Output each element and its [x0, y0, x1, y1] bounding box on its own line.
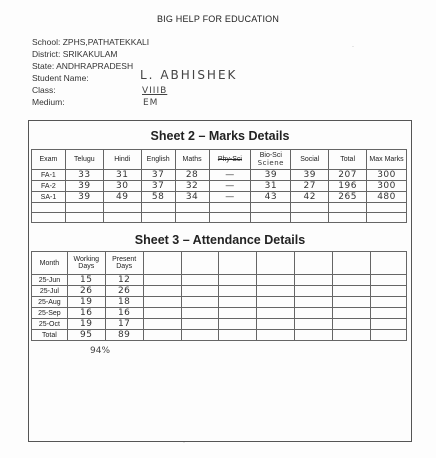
handwritten-medium: EM	[143, 98, 159, 108]
working-days-cell: 26	[67, 286, 105, 297]
table-row	[32, 192, 407, 203]
present-days-total-cell: 89	[105, 330, 143, 341]
working-days-total-cell: 95	[67, 330, 105, 341]
table-row	[32, 297, 407, 308]
mark-cell: 39	[251, 170, 291, 181]
exam-name-cell: SA-1	[32, 192, 66, 203]
handwritten-class: VIIIB	[142, 86, 168, 96]
mark-cell: 32	[175, 181, 209, 192]
present-days-cell: 17	[105, 319, 143, 330]
marks-header-cell: Maths	[175, 150, 209, 170]
marks-header-cell: Hindi	[103, 150, 141, 170]
mark-cell: 58	[141, 192, 175, 203]
month-cell: 25-Jun	[32, 275, 68, 286]
mark-cell: 42	[291, 192, 329, 203]
present-days-cell: 26	[105, 286, 143, 297]
total-cell: 196	[329, 181, 367, 192]
marks-header-cell: Phy-Sci	[209, 150, 251, 170]
month-cell: 25-Oct	[32, 319, 68, 330]
mark-cell: —	[209, 192, 251, 203]
marks-header-row	[32, 150, 407, 170]
marks-header-cell-bio	[251, 150, 291, 170]
table-row	[32, 181, 407, 192]
report-frame	[28, 120, 412, 442]
marks-header-cell: Telugu	[65, 150, 103, 170]
attendance-header-cell: Present Days	[105, 252, 143, 275]
table-row	[32, 275, 407, 286]
marks-header-cell: Social	[291, 150, 329, 170]
month-cell: 25-Jul	[32, 286, 68, 297]
attendance-header-cell: Month	[32, 252, 68, 275]
attendance-header-cell: Working Days	[67, 252, 105, 275]
mark-cell: 39	[65, 192, 103, 203]
mark-cell: 27	[291, 181, 329, 192]
state-line: State: ANDHRAPRADESH	[32, 61, 134, 71]
table-row	[32, 308, 407, 319]
attendance-section-title: Sheet 3 – Attendance Details	[134, 233, 306, 247]
empty-row	[32, 203, 407, 213]
scan-speck: ·	[352, 44, 354, 50]
total-cell: 207	[329, 170, 367, 181]
working-days-cell: 15	[67, 275, 105, 286]
present-days-cell: 16	[105, 308, 143, 319]
marks-header-cell: Max Marks	[367, 150, 407, 170]
handwritten-student-name: L. ABHISHEK	[140, 68, 238, 82]
attendance-table	[31, 251, 407, 341]
school-line: School: ZPHS,PATHATEKKALI	[32, 37, 150, 47]
total-cell: 265	[329, 192, 367, 203]
mark-cell: 39	[291, 170, 329, 181]
mark-cell: 31	[103, 170, 141, 181]
total-label-cell: Total	[32, 330, 68, 341]
marks-section-title: Sheet 2 – Marks Details	[150, 129, 290, 143]
max-marks-cell: 480	[367, 192, 407, 203]
document-header-title: BIG HELP FOR EDUCATION	[156, 14, 280, 24]
scan-speck: ·	[183, 440, 185, 446]
bio-sci-header-text: Bio-Sci	[259, 152, 282, 159]
exam-name-cell: FA-1	[32, 170, 66, 181]
medium-label: Medium:	[32, 97, 65, 107]
mark-cell: 33	[65, 170, 103, 181]
present-days-cell: 18	[105, 297, 143, 308]
marks-header-cell: English	[141, 150, 175, 170]
mark-cell: 49	[103, 192, 141, 203]
district-line: District: SRIKAKULAM	[32, 49, 118, 59]
max-marks-cell: 300	[367, 170, 407, 181]
table-row	[32, 286, 407, 297]
mark-cell: 37	[141, 181, 175, 192]
empty-row	[32, 213, 407, 223]
mark-cell: —	[209, 170, 251, 181]
present-days-cell: 12	[105, 275, 143, 286]
table-row	[32, 170, 407, 181]
student-name-label: Student Name:	[32, 73, 89, 83]
mark-cell: 39	[65, 181, 103, 192]
exam-name-cell: FA-2	[32, 181, 66, 192]
mark-cell: —	[209, 181, 251, 192]
marks-table	[31, 149, 407, 223]
handwritten-bio-note: Sciene	[257, 159, 284, 167]
class-label: Class:	[32, 85, 56, 95]
mark-cell: 31	[251, 181, 291, 192]
month-cell: 25-Aug	[32, 297, 68, 308]
mark-cell: 43	[251, 192, 291, 203]
table-row	[32, 319, 407, 330]
mark-cell: 37	[141, 170, 175, 181]
mark-cell: 30	[103, 181, 141, 192]
working-days-cell: 19	[67, 297, 105, 308]
marks-header-cell: Exam	[32, 150, 66, 170]
month-cell: 25-Sep	[32, 308, 68, 319]
max-marks-cell: 300	[367, 181, 407, 192]
working-days-cell: 19	[67, 319, 105, 330]
table-row	[32, 330, 407, 341]
attendance-header-row	[32, 252, 407, 275]
mark-cell: 28	[175, 170, 209, 181]
mark-cell: 34	[175, 192, 209, 203]
marks-header-cell: Total	[329, 150, 367, 170]
working-days-cell: 16	[67, 308, 105, 319]
handwritten-percentage: 94%	[90, 346, 111, 356]
